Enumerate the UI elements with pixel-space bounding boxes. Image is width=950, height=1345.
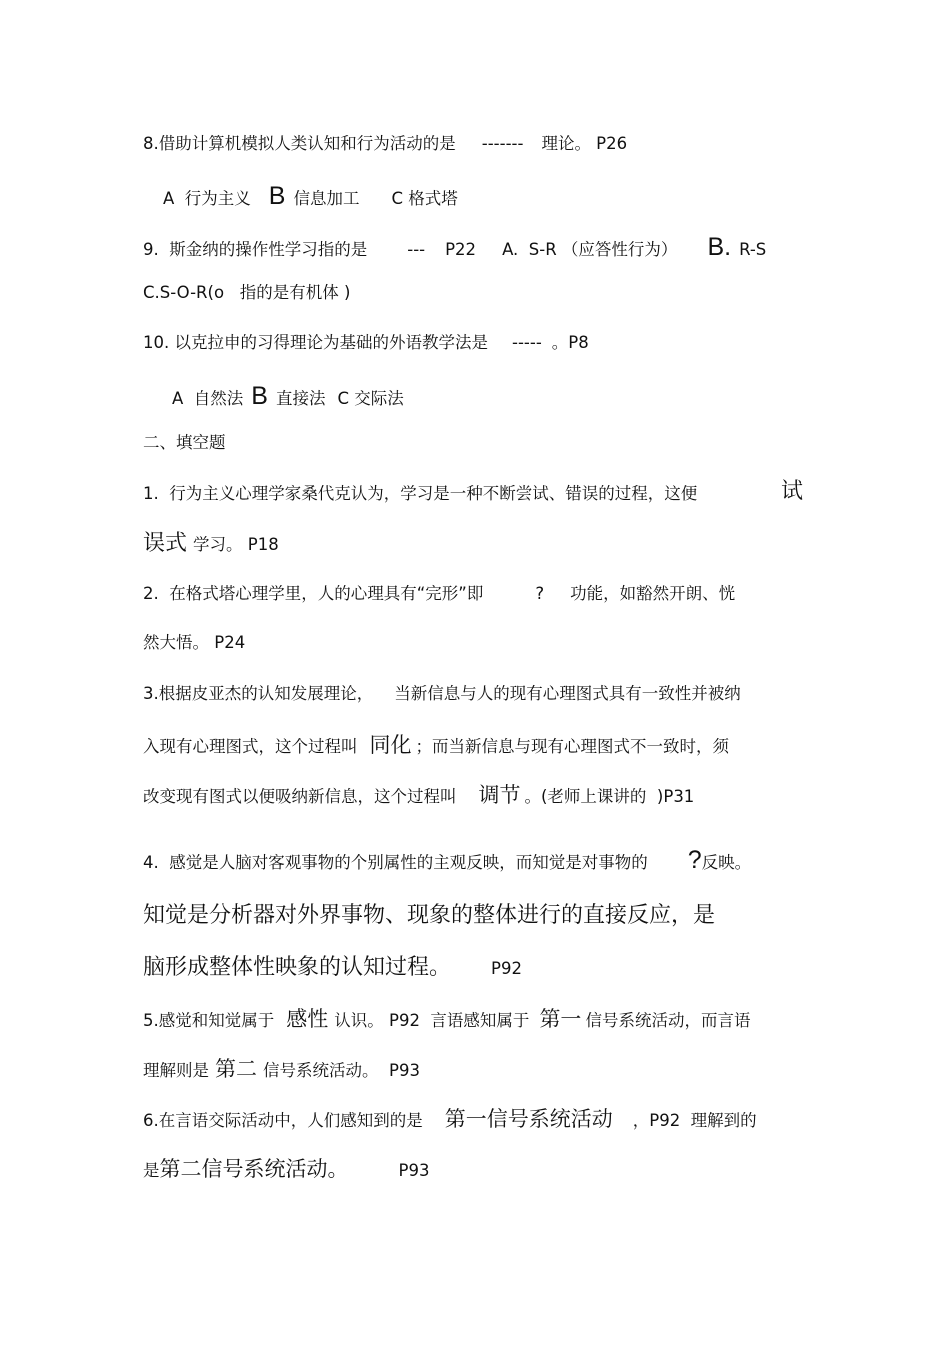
q8-blank: ------- — [481, 134, 524, 153]
f5-answer-3: 第二 — [215, 1057, 257, 1081]
q9-blank: --- — [407, 240, 426, 259]
f3-line2: 入现有心理图式，这个过程叫 同化 ；而当新信息与现有心理图式不一致时，须 — [143, 733, 729, 757]
q10-tail: 。P8 — [551, 333, 589, 352]
f4-line1: 4. 感觉是人脑对客观事物的个别属性的主观反映，而知觉是对事物的 ?反映。 — [143, 846, 752, 874]
q9-option-a: A. S-R （应答性行为） — [502, 240, 678, 259]
f1-line1 — [143, 482, 697, 506]
f6-line2: 是第二信号系统活动。 P93 — [143, 1157, 430, 1181]
f1-answer-part2: 误式 — [143, 531, 188, 556]
q8-stem: 8.借助计算机模拟人类认知和行为活动的是 — [143, 134, 456, 153]
f6-line1: 6.在言语交际活动中，人们感知到的是 第一信号系统活动 ，P92 理解到的 — [143, 1107, 757, 1131]
f3-line1: 3.根据皮亚杰的认知发展理论， 当新信息与人的现有心理图式具有一致性并被纳 — [143, 684, 741, 703]
f6-page: P93 — [398, 1161, 430, 1180]
q10-option-b-letter: B — [251, 382, 268, 410]
q8-stem-line — [143, 132, 627, 156]
q9-page: P22 — [445, 240, 477, 259]
f5-answer-2: 第一 — [539, 1007, 582, 1031]
f4-para2: 脑形成整体性映象的认知过程。 P92 — [143, 955, 522, 980]
f5-line2: 理解则是 第二 信号系统活动。 P93 — [143, 1057, 420, 1081]
q9-option-b-letter: B. — [707, 233, 732, 261]
q10-stem: 10. 以克拉申的习得理论为基础的外语教学法是 — [143, 333, 488, 352]
f2-blank: ? — [535, 584, 545, 603]
q10-options — [172, 384, 404, 411]
f4-blank: ? — [687, 846, 702, 874]
q10-option-b: 直接法 — [275, 389, 326, 408]
f1-answer-part1: 试 — [781, 479, 804, 504]
f3-answer-1: 同化 — [369, 733, 412, 757]
f5-line1: 5.感觉和知觉属于 感性 认识。 P92 言语感知属于 第一 信号系统活动，而言语 — [143, 1007, 751, 1031]
f4-page: P92 — [491, 959, 522, 978]
q8-option-c: C 格式塔 — [391, 189, 458, 208]
f2-line2: 然大悟。 P24 — [143, 633, 246, 652]
f6-answer-2: 第二信号系统活动。 — [159, 1157, 349, 1181]
f2-line1 — [143, 582, 735, 606]
q9-option-b: R-S — [739, 240, 767, 259]
q9-option-c: C.S-O-R(o 指的是有机体 ) — [143, 283, 351, 302]
q8-option-b-letter: B — [268, 182, 286, 210]
f1-tail: 学习。 P18 — [193, 535, 279, 554]
f6-answer-1: 第一信号系统活动 — [444, 1107, 613, 1131]
q10-option-a: A 自然法 — [172, 389, 244, 408]
q9-stem: 9. 斯金纳的操作性学习指的是 — [143, 240, 368, 259]
f1-text: 1. 行为主义心理学家桑代克认为，学习是一种不断尝试、错误的过程，这便 — [143, 484, 698, 503]
f4-para1: 知觉是分析器对外界事物、现象的整体进行的直接反应，是 — [143, 903, 716, 928]
q8-option-a: A 行为主义 — [163, 189, 251, 208]
q9-stem-line — [143, 235, 766, 262]
f2-text: 2. 在格式塔心理学里，人的心理具有“完形”即 — [143, 584, 484, 603]
f5-answer-1: 感性 — [286, 1007, 329, 1031]
q10-option-c: C 交际法 — [337, 389, 404, 408]
q9-option-c-line — [143, 281, 350, 305]
q8-option-b: 信息加工 — [293, 189, 360, 208]
f3-line3: 改变现有图式以便吸纳新信息，这个过程叫 调节 。(老师上课讲的 )P31 — [143, 783, 695, 807]
f3-answer-2: 调节 — [478, 783, 521, 807]
f2-tail: 功能，如豁然开朗、恍 — [570, 584, 736, 603]
section-title: 二、填空题 — [143, 433, 226, 452]
q8-options — [163, 184, 458, 211]
q10-blank: ----- — [512, 333, 542, 352]
q10-stem-line — [143, 331, 589, 355]
f1-line2 — [143, 532, 279, 557]
q8-tail: 理论。 P26 — [541, 134, 628, 153]
